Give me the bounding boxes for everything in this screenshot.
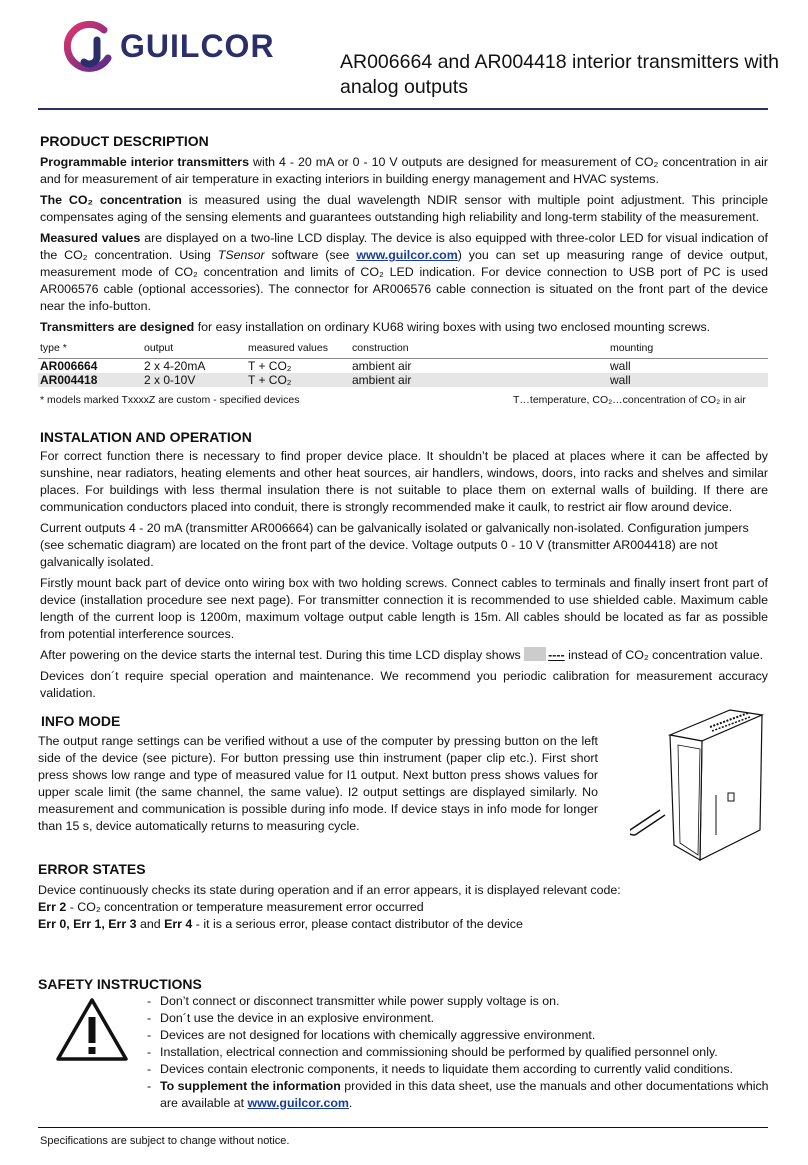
device-button-illustration-icon (630, 705, 770, 865)
column-header: measured values (246, 339, 350, 359)
product-description-section (40, 132, 768, 340)
models-table (38, 339, 768, 387)
header-divider (38, 108, 768, 110)
error-states-section (38, 860, 638, 933)
paragraph: Devices don´t require special operation and maintenance. We recommend you periodic calibration for measurement accuracy validation. (40, 669, 768, 700)
document-title: AR006664 and AR004418 interior transmitters with analog outputs (340, 51, 779, 98)
column-header: output (142, 339, 246, 359)
section-heading: ERROR STATES (38, 861, 146, 877)
section-heading: PRODUCT DESCRIPTION (40, 133, 209, 149)
paragraph: Device continuously checks its state during operation and if an error appears, it is displayed relevant code: (38, 883, 621, 897)
table-footnote: * models marked TxxxxZ are custom - specified devices (40, 394, 300, 406)
error-item: Err 0, Err 1, Err 3 and Err 4 - it is a serious error, please contact distributor of the device (38, 917, 523, 931)
list-item: - Don’t connect or disconnect transmitter while power supply voltage is on. (147, 993, 772, 1010)
paragraph: Current outputs 4 - 20 mA (transmitter AR006664) can be galvanically isolated or galvanically non-isolated. Configuration jumpers (see schematic diagram) are located on the front part of the device. Voltage outputs 0 - 10 V (transmitter AR004418) are not galvanically isolated. (40, 521, 749, 569)
paragraph: After powering on the device starts the internal test. During this time LCD display shows ---- instead of CO₂ concentration value. (40, 648, 764, 662)
paragraph: Firstly mount back part of device onto wiring box with two holding screws. Connect cables to terminals and finally insert front part of device (installation procedure see next page). For transmitter connection it is recommended to use shielded cable. Maximum cable length of the current loop is 1200m, maximum voltage output cable length is 15m. All cables should be located as far as possible from potential interference sources. (40, 576, 768, 641)
paragraph: For correct function there is necessary to find proper device place. It shouldn’t be placed at places where it can be affected by sunshine, near radiators, heating elements and other heat sources, air handlers, windows, doors, into racks and shelves and similar places. For buildings with less thermal insulation there is not suitable to place them on external walls of building. If there are communication conductors placed into conduit, there is strongly recommended make it caulk, to restrict air flow around device. (40, 449, 768, 514)
paragraph: Programmable interior transmitters with 4 - 20 mA or 0 - 10 V outputs are designed for measurement of CO₂ concentration in air and for measurement of air temperature in exacting interiors in building energy management and HVAC systems. (40, 155, 769, 186)
table-row: AR006664 2 x 4-20mA T + CO₂ ambient air wall (38, 359, 768, 374)
footer-note: Specifications are subject to change without notice. (40, 1135, 290, 1147)
table-legend: T…temperature, CO₂…concentration of CO₂ in air (513, 394, 746, 406)
footer-divider (38, 1127, 768, 1128)
website-link[interactable]: www.guilcor.com (247, 1096, 349, 1110)
column-header: type * (38, 339, 142, 359)
section-heading: INFO MODE (41, 713, 121, 729)
section-heading: SAFETY INSTRUCTIONS (38, 976, 202, 992)
table-row: AR004418 2 x 0-10V T + CO₂ ambient air wall (38, 373, 768, 387)
list-item: - Don´t use the device in an explosive environment. (147, 1010, 772, 1027)
list-item: - Devices contain electronic components, it needs to liquidate them according to currently valid conditions. (147, 1061, 772, 1078)
table-header-row (38, 339, 768, 359)
lcd-display-placeholder (524, 647, 546, 661)
error-item: Err 2 - CO₂ concentration or temperature measurement error occurred (38, 900, 424, 914)
warning-triangle-icon (55, 997, 129, 1063)
brand-name: GUILCOR (120, 28, 275, 64)
list-item: - Devices are not designed for locations with chemically aggressive environment. (147, 1027, 772, 1044)
column-header: construction (350, 339, 608, 359)
column-header: mounting (608, 339, 768, 359)
website-link[interactable]: www.guilcor.com (356, 248, 458, 262)
paragraph: The CO₂ concentration is measured using the dual wavelength NDIR sensor with multiple point adjustment. This principle compensates aging of the sensing elements and guarantees outstanding high reliability and long-term stability of the measurement. (40, 193, 768, 224)
guilcor-logo-icon (64, 18, 124, 78)
paragraph: Transmitters are designed for easy installation on ordinary KU68 wiring boxes with using two enclosed mounting screws. (40, 320, 711, 334)
list-item: - To supplement the information provided in this data sheet, use the manuals and other documentations which are available at www.guilcor.com. (147, 1078, 772, 1112)
paragraph: Measured values are displayed on a two-line LCD display. The device is also equipped with three-color LED for visual indication of the CO₂ concentration. Using TSensor software (see www.guilcor.com) you can set up measuring range of device output, measurement mode of CO₂ concentration and limits of CO₂ LED indication. For device connection to USB port of PC is used AR006576 cable (optional accessories). The connector for AR006576 cable connection is situated on the front part of the device near the info-button. (40, 231, 768, 313)
info-mode-section (38, 712, 598, 835)
section-heading: INSTALATION AND OPERATION (40, 429, 252, 445)
installation-section (40, 428, 768, 706)
paragraph: The output range settings can be verified without a use of the computer by pressing button on the left side of the device (see picture). For button pressing use thin instrument (paper clip etc.). First short press shows low range and type of measured value for I1 output. Next button press shows values for upper scale limit (the same channel, the same value). I2 output settings are displayed similarly. No measurement and communication is possible during info mode. If device stays in info mode for longer than 15 s, device automatically returns to measuring cycle. (38, 734, 598, 833)
safety-list (147, 993, 772, 1112)
list-item: - Installation, electrical connection and commissioning should be performed by qualified personnel only. (147, 1044, 772, 1061)
